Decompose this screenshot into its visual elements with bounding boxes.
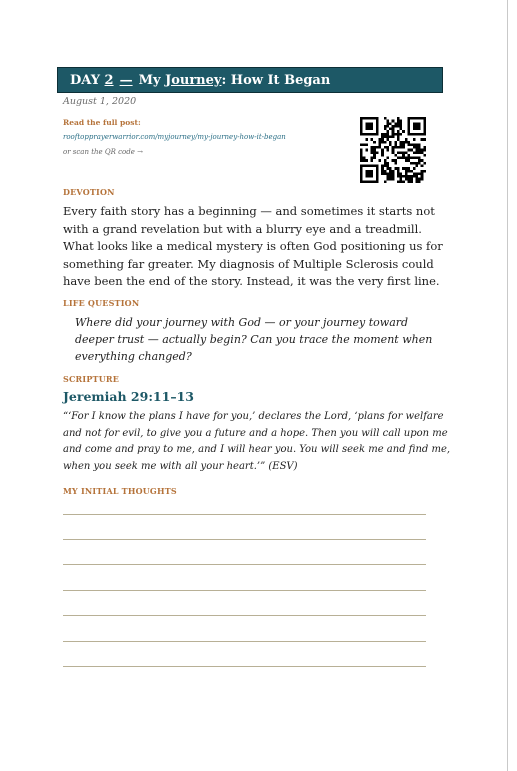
post-url-link[interactable]: rooftopprayerwarrior.com/myjourney/my-journey-how-it-began: [63, 133, 286, 141]
writing-line[interactable]: [63, 641, 426, 642]
thoughts-label: MY INITIAL THOUGHTS: [63, 486, 177, 496]
read-post-label: Read the full post:: [63, 118, 141, 127]
title-keyword: Journey: [165, 72, 222, 88]
day-number: 2: [104, 72, 114, 88]
writing-line[interactable]: [63, 590, 426, 591]
scripture-reference: Jeremiah 29:11–13: [63, 389, 194, 404]
qr-code[interactable]: [360, 117, 426, 183]
writing-line[interactable]: [63, 539, 426, 540]
scripture-label: SCRIPTURE: [63, 374, 120, 384]
title-suffix: : How It Began: [221, 72, 331, 88]
devotion-text: Every faith story has a beginning — and sometimes it starts not with a grand revelation but with a blurry eye and a treadmill. What looks like a medical mystery is often God positioning us for something far greater. My diagnosis of Multiple Sclerosis could have been the end of the story. Instead, it was the very first line.: [63, 204, 443, 288]
life-question-text: Where did your journey with God — or your journey toward deeper trust — actually begin? Can you trace the moment when everything changed?: [75, 316, 433, 363]
scan-qr-text: or scan the QR code →: [63, 148, 143, 156]
life-question-label: LIFE QUESTION: [63, 298, 140, 308]
writing-line[interactable]: [63, 666, 426, 667]
writing-line[interactable]: [63, 514, 426, 515]
writing-line[interactable]: [63, 615, 426, 616]
scripture-text: “‘For I know the plans I have for you,’ declares the Lord, ‘plans for welfare and not for evil, to give you a future and a hope. Then you will call upon me and come and pray to me, and I will hear you. You will seek me and find me, when you seek me with all your heart.’” (ESV): [63, 411, 451, 472]
day-label: DAY: [70, 72, 100, 88]
writing-line[interactable]: [63, 564, 426, 565]
devotion-label: DEVOTION: [63, 187, 115, 197]
post-date: August 1, 2020: [63, 96, 137, 107]
header-separator: —: [119, 72, 133, 88]
title-prefix: My: [138, 72, 161, 88]
day-header: [57, 67, 443, 93]
